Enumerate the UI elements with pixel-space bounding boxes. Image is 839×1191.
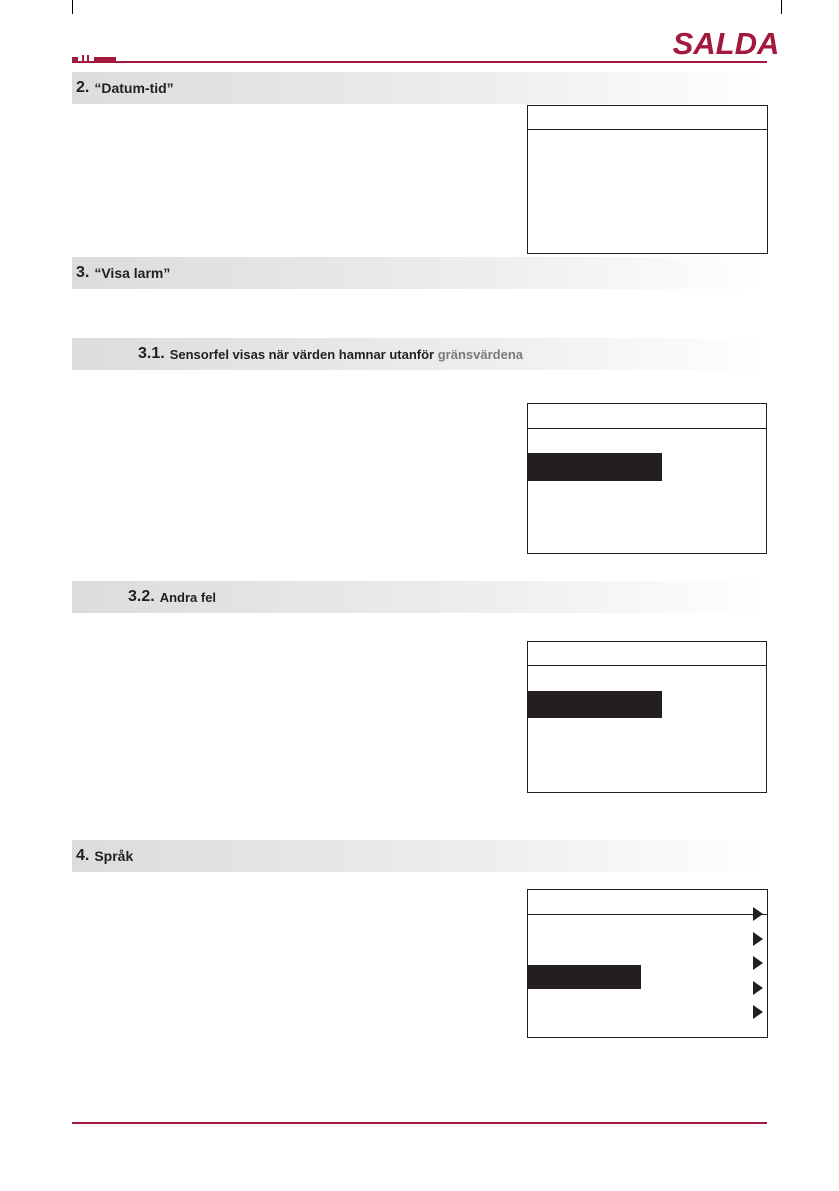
salda-logo-mark bbox=[672, 26, 780, 61]
section-number: 3. bbox=[76, 264, 90, 281]
salda-logo bbox=[672, 26, 780, 61]
menu-arrow-icon bbox=[753, 981, 763, 995]
crop-mark bbox=[72, 0, 73, 14]
section-title: Andra fel bbox=[159, 589, 217, 605]
lcd-screen-language bbox=[527, 889, 768, 1038]
section-heading bbox=[72, 840, 767, 872]
lcd-screen-other-errors bbox=[527, 641, 767, 793]
lcd-selected-row bbox=[528, 691, 662, 718]
section-number: 2. bbox=[76, 79, 90, 96]
logo-text: SALDA bbox=[672, 26, 780, 61]
subsection-heading bbox=[72, 338, 767, 370]
menu-arrow-icon bbox=[753, 1005, 763, 1019]
crop-mark bbox=[781, 0, 782, 14]
footer-rule bbox=[72, 1122, 767, 1124]
section-title: Språk bbox=[94, 848, 134, 864]
section-title-suffix: gränsvärdena bbox=[437, 346, 523, 362]
lcd-header-line bbox=[528, 428, 766, 429]
lcd-screen-datetime bbox=[527, 105, 768, 254]
menu-arrow-icon bbox=[753, 956, 763, 970]
menu-arrow-icon bbox=[753, 932, 763, 946]
section-title: “Datum-tid” bbox=[94, 80, 174, 96]
section-heading bbox=[72, 257, 767, 289]
lcd-header-line bbox=[528, 665, 766, 666]
header-rule bbox=[72, 61, 767, 63]
section-number: 3.1. bbox=[138, 345, 165, 362]
lcd-selected-row bbox=[528, 965, 641, 989]
section-title: “Visa larm” bbox=[94, 265, 171, 281]
lcd-selected-row bbox=[528, 453, 662, 481]
lcd-header-line bbox=[528, 914, 767, 915]
menu-arrow-icon bbox=[753, 907, 763, 921]
lcd-header-line bbox=[528, 129, 767, 130]
lcd-screen-sensor-error bbox=[527, 403, 767, 554]
section-number: 4. bbox=[76, 847, 90, 864]
section-heading bbox=[72, 72, 767, 104]
subsection-heading bbox=[72, 581, 767, 613]
section-number: 3.2. bbox=[128, 588, 155, 605]
section-title: Sensorfel visas när värden hamnar utanför bbox=[169, 346, 438, 362]
